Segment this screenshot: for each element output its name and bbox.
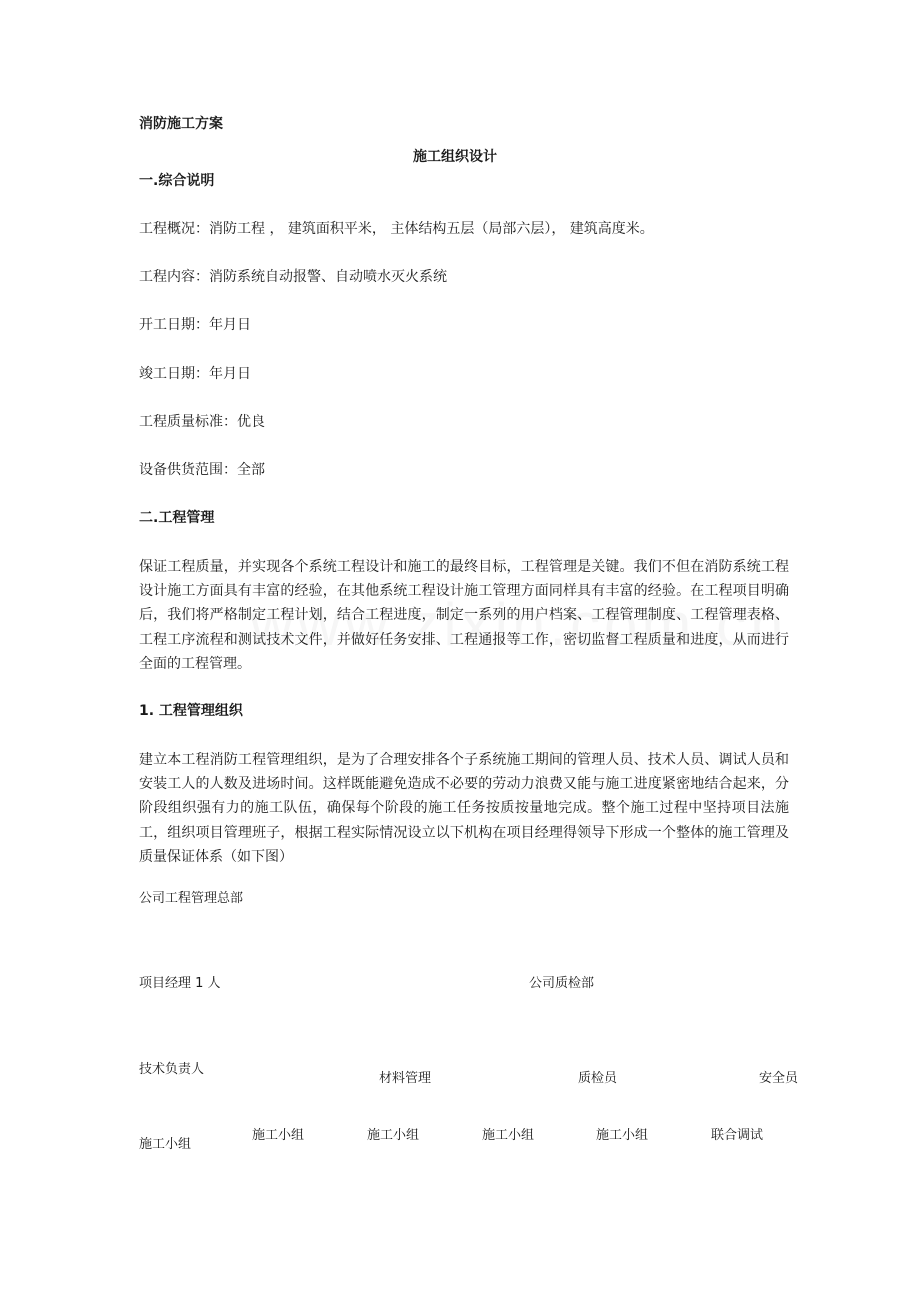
org-project-manager: 项目经理 1 人: [139, 976, 221, 991]
paragraph-organization: 建立本工程消防工程管理组织，是为了合理安排各个子系统施工期间的管理人员、技术人员、调试人员和安装工人的人数及进场时间。这样既能避免造成不必要的劳动力浪费又能与施工进度紧密地结合起来，分阶段组织强有力的施工队伍，确保每个阶段的施工任务按质按量地完成。整个施工过程中坚持项目法施工，组织项目管理班子，根据工程实际情况设立以下机构在项目经理得领导下形成一个整体的施工管理及质量保证体系（如下图）: [139, 752, 789, 865]
heading-general: 一.综合说明: [139, 173, 215, 189]
overview-supply: 设备供货范围：全部: [139, 462, 265, 478]
overview-project: 工程概况：消防工程 ， 建筑面积平米， 主体结构五层（局部六层）， 建筑高度米。: [139, 221, 654, 237]
org-tech-lead: 技术负责人: [139, 1062, 205, 1077]
org-inspector: 质检员: [578, 1071, 618, 1086]
org-safety: 安全员: [759, 1071, 799, 1086]
section-title: 施工组织设计: [413, 149, 497, 165]
overview-start-date: 开工日期：年月日: [139, 317, 251, 333]
org-material: 材料管理: [379, 1071, 432, 1086]
paragraph-management: 保证工程质量，并实现各个系统工程设计和施工的最终目标，工程管理是关键。我们不但在消防系统工程设计施工方面具有丰富的经验，在其他系统工程设计施工管理方面同样具有丰富的经验。在工程项目明确后，我们将严格制定工程计划，结合工程进度，制定一系列的用户档案、工程管理制度、工程管理表格、工程工序流程和测试技术文件，并做好任务安排、工程通报等工作，密切监督工程质量和进度，从而进行全面的工程管理。: [139, 559, 789, 672]
org-hq: 公司工程管理总部: [139, 891, 244, 906]
org-qc-department: 公司质检部: [529, 976, 595, 991]
heading-organization: 1. 工程管理组织: [139, 703, 243, 719]
org-team: 施工小组: [596, 1128, 649, 1143]
org-team: 施工小组: [367, 1128, 420, 1143]
org-team: 施工小组: [482, 1128, 535, 1143]
org-team: 施工小组: [252, 1128, 305, 1143]
org-joint-debug: 联合调试: [711, 1128, 764, 1143]
heading-management: 二.工程管理: [139, 510, 215, 526]
org-team: 施工小组: [139, 1137, 192, 1152]
overview-end-date: 竣工日期：年月日: [139, 366, 251, 382]
overview-content: 工程内容：消防系统自动报警、自动喷水灭火系统: [139, 269, 447, 285]
document-title: 消防施工方案: [139, 116, 223, 132]
overview-quality: 工程质量标准：优良: [139, 414, 265, 430]
